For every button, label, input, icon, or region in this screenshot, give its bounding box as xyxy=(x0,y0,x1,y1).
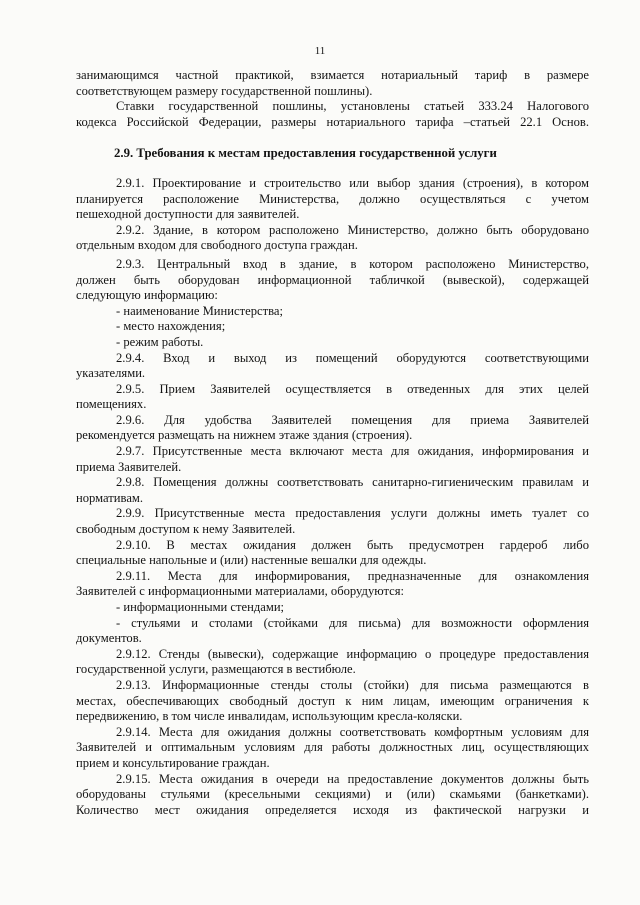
text-line: 2.9.10. В местах ожидания должен быть предусмотрен гардероб либо xyxy=(116,537,589,552)
text-line: рекомендуется размещать на нижнем этаже здания (строения). xyxy=(76,428,413,443)
text-line: кодекса Российской Федерации, размеры нотариального тарифа –статьей 22.1 Основ. xyxy=(76,114,589,129)
text-line: 2.9.4. Вход и выход из помещений оборудуются соответствующими xyxy=(116,350,589,365)
text-line: 2.9.7. Присутственные места включают места для ожидания, информирования и xyxy=(116,444,589,459)
text-line: местах, обеспечивающих свободный доступ к ним лицам, имеющим ограничения к xyxy=(76,693,589,708)
text-line: нормативам. xyxy=(76,490,144,505)
text-line: документов. xyxy=(76,631,142,646)
text-line: занимающимся частной практикой, взимается нотариальный тариф в размере xyxy=(76,68,589,82)
text-line: специальные напольные и (или) настенные вешалки для одежды. xyxy=(76,553,427,568)
text-line: Количество мест ожидания определяется исходя из фактической нагрузки и xyxy=(76,802,589,817)
page-number: 11 xyxy=(314,45,326,57)
text-line: указателями. xyxy=(76,366,146,381)
text-line: 2.9.5. Прием Заявителей осуществляется в отведенных для этих целей xyxy=(116,381,589,396)
text-line: передвижению, в том числе инвалидам, использующим кресла-коляски. xyxy=(76,709,463,724)
text-line: планируется расположение Министерства, должно осуществляться с учетом xyxy=(76,191,589,206)
text-line: Ставки государственной пошлины, установлены статьей 333.24 Налогового xyxy=(116,99,589,114)
text-line: 2.9.11. Места для информирования, предназначенные для ознакомления xyxy=(116,568,589,583)
text-line: 2.9.15. Места ожидания в очереди на предоставление документов должны быть xyxy=(116,771,589,786)
list-item: - стульями и столами (стойками для письма) для возможности оформления xyxy=(116,615,589,630)
list-item: - режим работы. xyxy=(116,334,204,349)
text-line: 2.9.14. Места для ожидания должны соответствовать комфортным условиям для xyxy=(116,724,589,739)
text-line: 2.9.9. Присутственные места предоставления услуги должны иметь туалет со xyxy=(116,506,589,521)
text-line: 2.9.3. Центральный вход в здание, в котором расположено Министерство, xyxy=(116,256,589,271)
text-line: должен быть оборудован информационной табличкой (вывеской), содержащей xyxy=(76,272,589,287)
document-body xyxy=(76,68,589,818)
text-line: 2.9.8. Помещения должны соответствовать санитарно-гигиеническим правилам и xyxy=(116,475,589,490)
text-line: прием и консультирование граждан. xyxy=(76,755,270,770)
list-item: - место нахождения; xyxy=(116,319,226,334)
section-heading: 2.9. Требования к местам предоставления государственной услуги xyxy=(114,146,497,161)
list-item: - наименование Министерства; xyxy=(116,303,283,318)
list-item: - информационными стендами; xyxy=(116,600,285,614)
text-line: Заявителей и оптимальным условиям для работы должностных лиц, осуществляющих xyxy=(76,740,589,755)
text-line: Заявителей с информационными материалами, оборудуются: xyxy=(76,584,405,599)
text-line: пешеходной доступности для заявителей. xyxy=(76,207,300,222)
text-line: 2.9.2. Здание, в котором расположено Министерство, должно быть оборудовано xyxy=(116,222,589,237)
text-line: приема Заявителей. xyxy=(76,459,182,474)
text-line: 2.9.6. Для удобства Заявителей помещения для приема Заявителей xyxy=(116,412,589,427)
text-line: государственной услуги, размещаются в вестибюле. xyxy=(76,662,356,677)
text-line: оборудованы стульями (кресельными секциями) и (или) скамьями (банкетками). xyxy=(76,787,589,802)
text-line: соответствующем размеру государственной пошлины). xyxy=(76,83,373,98)
text-line: 2.9.13. Информационные стенды столы (стойки) для письма размещаются в xyxy=(116,677,589,692)
text-line: 2.9.12. Стенды (вывески), содержащие информацию о процедуре предоставления xyxy=(116,646,589,661)
text-line: 2.9.1. Проектирование и строительство или выбор здания (строения), в котором xyxy=(116,175,589,190)
text-line: следующую информацию: xyxy=(76,288,218,303)
text-line: свободным доступом к нему Заявителей. xyxy=(76,522,296,537)
text-line: отдельным входом для свободного доступа граждан. xyxy=(76,238,358,253)
text-line: помещениях. xyxy=(76,397,147,412)
